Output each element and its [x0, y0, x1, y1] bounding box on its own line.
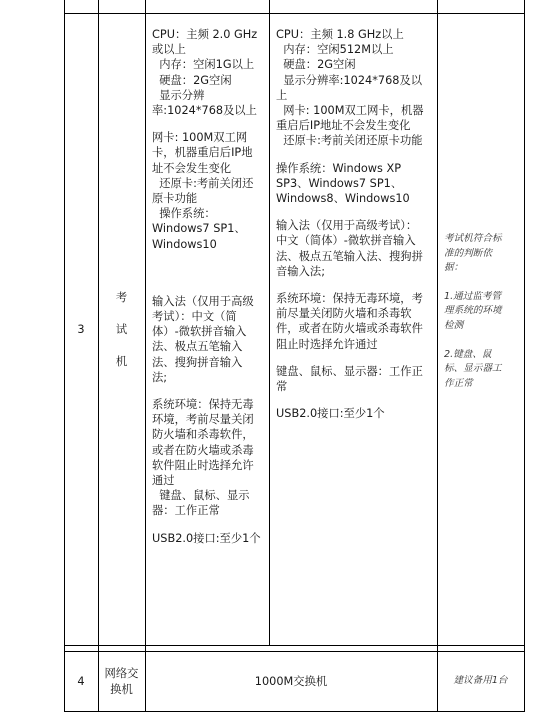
- note-spacer: [444, 276, 522, 290]
- spec-line: 操作系统：Windows XP: [276, 161, 402, 175]
- block-gap: [152, 519, 266, 531]
- spec-line: 内存：空闲1G以上: [152, 58, 255, 72]
- spec-line: 显示分辨率:1024*768及以: [276, 73, 423, 87]
- spec-line: 考试）：中文（简: [152, 310, 237, 324]
- spec-line: 中文（简体）-微软拼音输入: [276, 234, 416, 248]
- note-line: 检测: [444, 319, 464, 331]
- spec-line: 率:1024*768及以上: [152, 104, 257, 118]
- spec-line: 卡，机器重启后IP地: [152, 146, 253, 160]
- spec-line: 操作系统：: [152, 207, 216, 221]
- note-text: 建议备用1台: [453, 675, 508, 687]
- spec-line: 法、极点五笔输入法、搜狗拼: [276, 249, 423, 263]
- note-spacer: [444, 334, 522, 348]
- spec-line: Windows8、Windows10: [276, 192, 410, 206]
- spec-line: 网卡: 100M双工网: [152, 131, 248, 145]
- spec-line: 硬盘：2G空闲: [152, 73, 232, 87]
- name-char: 试: [115, 322, 128, 336]
- spec-line: 或者在防火墙或杀毒: [152, 443, 254, 457]
- block-gap: [276, 352, 434, 364]
- note-line: 考试机符合标: [444, 233, 502, 244]
- note-line: 作正常: [444, 377, 473, 389]
- block-gap: [152, 118, 266, 130]
- spec-line: 通过: [152, 474, 175, 488]
- spec-line: 软件阻止时选择允许: [152, 458, 254, 472]
- spec-line: USB2.0接口:至少1个: [276, 407, 385, 421]
- spec-line: 防火墙和杀毒软件，: [152, 428, 254, 442]
- row-3-number: [64, 14, 98, 645]
- row-4-spec: [145, 652, 437, 711]
- block-gap: [152, 252, 266, 294]
- row-4-note: [437, 652, 524, 711]
- grid-line-h-bottom: [64, 711, 525, 712]
- spec-line: 系统环境：保持无毒: [152, 398, 254, 412]
- spec-line: 上: [276, 88, 288, 102]
- row-3-name: [98, 14, 145, 645]
- spec-line: SP3、Windows7 SP1、: [276, 176, 403, 190]
- note-line: 1.通过监考管: [444, 290, 502, 302]
- note-line: 标、显示器工: [444, 363, 502, 375]
- spec-line: 系统环境：保持无毒环境，考: [276, 292, 423, 306]
- grid-line-v-4: [437, 0, 438, 712]
- spec-line: 输入法（仅用于高级: [152, 294, 254, 308]
- spec-line: 环境，考前尽量关闭: [152, 413, 254, 427]
- row-3-note: [444, 232, 522, 391]
- note-line: 理系统的环境: [444, 305, 502, 317]
- spec-line: 或以上: [152, 43, 186, 57]
- spec-line: 还原卡:考前关闭还: [152, 176, 254, 190]
- row-3-name-vertical: [116, 282, 127, 378]
- row-number-text: 4: [77, 674, 85, 688]
- spec-line: 件，或者在防火墙或杀毒软件: [276, 322, 423, 336]
- name-char: 考: [115, 290, 128, 304]
- block-gap: [276, 149, 434, 161]
- spec-line: 硬盘：2G空闲: [276, 58, 356, 72]
- spec-line: 前尽量关闭防火墙和杀毒软: [276, 307, 412, 321]
- name-line: 换机: [110, 682, 133, 696]
- spec-line: 阻止时选择允许通过: [276, 337, 378, 351]
- spec-text: 1000M交换机: [254, 674, 328, 688]
- grid-line-v-right: [524, 0, 525, 712]
- spec-line: 法;: [152, 370, 168, 384]
- spec-line: 内存：空闲512M以上: [276, 43, 394, 57]
- row-4-name: [98, 652, 145, 711]
- row-number-text: 3: [77, 322, 85, 336]
- spec-line: 体）-微软拼音输入: [152, 325, 247, 339]
- spec-line: 显示分辨: [152, 88, 205, 102]
- spec-line: 音输入法;: [276, 264, 325, 278]
- spec-line: 还原卡:考前关闭还原卡功能: [276, 134, 423, 148]
- spec-line: 址不会发生变化: [152, 161, 232, 175]
- row-3-spec-recommended: [152, 27, 266, 546]
- note-line: 准的判断依: [444, 247, 492, 259]
- spec-line: 常: [276, 380, 288, 394]
- spec-line: 输入法（仅用于高级考试）：: [276, 219, 418, 233]
- spec-line: 键盘、鼠标、显示: [152, 489, 250, 503]
- spec-line: 法、极点五笔输入: [152, 340, 243, 354]
- spec-line: 原卡功能: [152, 192, 198, 206]
- spec-line: 器：工作正常: [152, 504, 220, 518]
- block-gap: [276, 206, 434, 218]
- note-line: 据：: [444, 262, 464, 274]
- name-char: 机: [115, 354, 128, 368]
- spec-line: 网卡: 100M双工网卡，机器: [276, 104, 424, 118]
- grid-line-v-3: [269, 0, 270, 645]
- spec-line: 键盘、鼠标、显示器：工作正: [276, 364, 423, 378]
- grid-line-h-1: [64, 645, 525, 646]
- block-gap: [152, 385, 266, 397]
- spec-line: 法、搜狗拼音输入: [152, 355, 243, 369]
- name-line: 网络交: [104, 667, 139, 681]
- spec-line: Windows7 SP1、: [152, 222, 246, 236]
- spec-line: Windows10: [152, 237, 217, 251]
- spec-line: CPU：主频 1.8 GHz以上: [276, 28, 404, 41]
- grid-line-v-2: [145, 0, 146, 712]
- block-gap: [276, 394, 434, 406]
- spec-line: CPU：主频 2.0 GHz: [152, 28, 258, 41]
- note-line: 2.键盘、鼠: [444, 348, 492, 360]
- block-gap: [276, 279, 434, 291]
- spec-line: 重启后IP地址不会发生变化: [276, 119, 411, 133]
- row-4-number: [64, 652, 98, 711]
- spec-line: USB2.0接口:至少1个: [152, 531, 261, 545]
- row-3-spec-minimum: [276, 27, 434, 421]
